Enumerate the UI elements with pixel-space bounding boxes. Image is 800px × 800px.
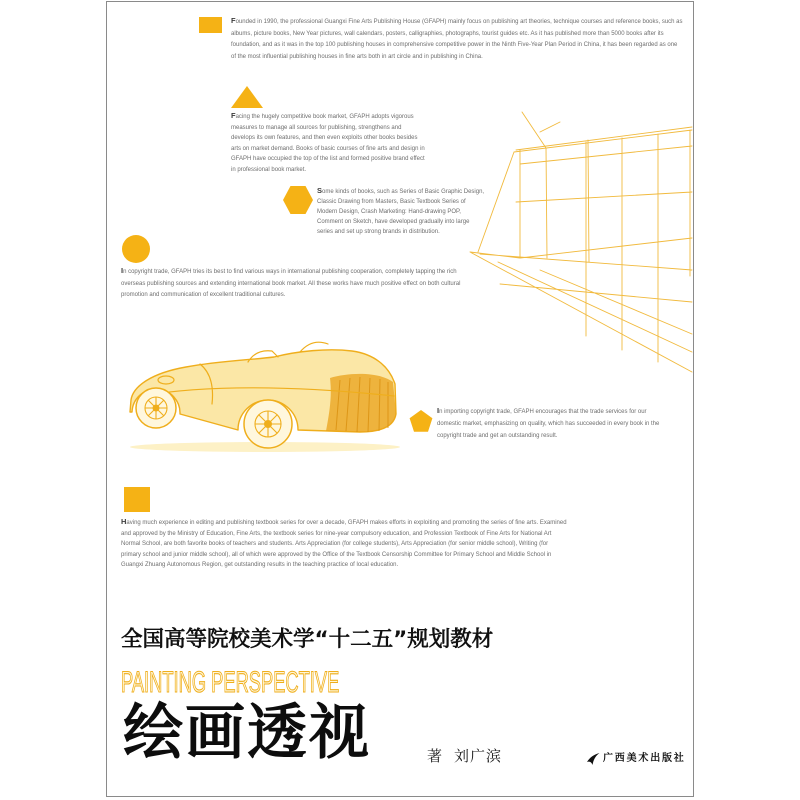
wheel-hub (153, 405, 160, 412)
blurb-founding: Founded in 1990, the professional Guangxi Fine Arts Publishing House (GFAPH) mainly focus on publishing art theories, technique courses and reference books, such as albums, picture books, New Year pictures, wall calendars, posters, calligraphies, photographs, tourist guides etc. As it has published more than 5000 books after its foundation, and as it was in the top 100 publishing houses in comprehensive competitive power in the Ninth Five-Year Plan Period in China, it has been regarded as one of the most influential publishing houses in fine arts both in art circle and in publishing in China. (231, 16, 683, 60)
circle-bullet-icon (122, 235, 150, 263)
hexagon-bullet-icon (283, 186, 313, 214)
sketch-lines (470, 112, 692, 372)
square-bullet-icon (199, 17, 222, 33)
car-front-wheel (136, 388, 176, 428)
blurb-textbooks: Having much experience in editing and publishing textbook series for over a decade, GFAPH makes efforts in exploiting and promoting the series of fine arts. Examined and approved by the Ministry of Education, Fine Arts, the textbook series for nine-year compulsory education, and Profession Textbook of Fine Arts for National Art Normal School, are both favorite books of teachers and students. Arts Appreciation (for college students), Arts Appreciation (for senior middle school), Writing (for primary school and junior middle school), all of which were approved by the Office of the Textbook Censorship Committee for Primary School and Middle School in Guangxi Zhuang Autonomous Region, get outstanding results in the teaching practice of local education. (121, 517, 567, 568)
square-bullet-icon (124, 487, 150, 512)
blurb-importing: In importing copyright trade, GFAPH encourages that the trade services for our domestic market, emphasizing on quality, which has succeeded in every book in the copyright trade and get an outstanding result. (437, 406, 660, 439)
publisher-name: 广西美术出版社 (603, 753, 686, 764)
blurb-series: Some kinds of books, such as Series of Basic Graphic Design, Classic Drawing from Masters, Basic Textbook Series of Modern Design, Crash Marketing: Hand-drawing POP, Comment on Sketch, have developed gradually into large series and set up strong brands in distribution. (317, 186, 485, 235)
english-title: PAINTING PERSPECTIVE (121, 666, 340, 699)
publisher-logo-icon (586, 752, 600, 766)
author-role: 著 (427, 747, 443, 765)
race-car-drawing (130, 342, 400, 452)
triangle-bullet-icon (231, 86, 263, 108)
chinese-title: 绘画透视 (123, 698, 371, 768)
publisher-mark (586, 752, 686, 766)
perspective-building-sketch (470, 112, 692, 372)
author-line (427, 747, 502, 765)
series-title: 全国高等院校美术学“十二五”规划教材 (121, 627, 494, 652)
author-name: 刘广滨 (454, 747, 503, 765)
wheel-hub (264, 420, 272, 428)
pentagon-bullet-icon (410, 410, 433, 432)
car-rear-wheel (244, 400, 292, 448)
publisher-logo-shape (587, 753, 600, 765)
blurb-copyright: In copyright trade, GFAPH tries its best to find various ways in international publishing cooperation, completely tapping the rich overseas publishing sources and extending international book market. All these works have much positive effect on both cultural promotion and communication of excellent traditional cultures. (121, 266, 461, 298)
blurb-market: Facing the hugely competitive book market, GFAPH adopts vigorous measures to manage all sources for publishing, strengthens and develops its own features, and then even exploits other books besides arts on market demand. Books of basic courses of fine arts and design in GFAPH have occupied the top of the list and formed positive brand effect in professional book market. (231, 111, 425, 173)
